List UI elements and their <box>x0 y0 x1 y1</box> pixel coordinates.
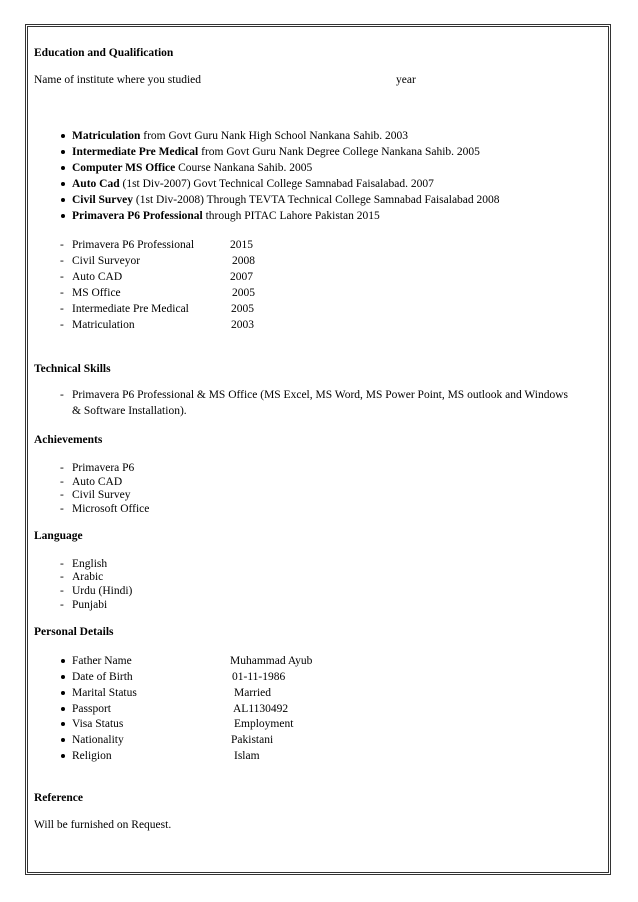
qualification-detail: (1st Div-2007) Govt Technical College Samnabad Faisalabad. 2007 <box>119 178 434 190</box>
summary-name: Primavera P6 Professional <box>72 239 195 251</box>
list-item: Arabic <box>72 571 104 583</box>
list-item: Punjabi <box>72 599 108 611</box>
detail-value: 01-11-1986 <box>232 671 286 683</box>
bullet-icon <box>61 707 65 711</box>
list-item: Microsoft Office <box>72 503 150 515</box>
list-item: Auto CAD <box>72 476 123 488</box>
qualification-title: Civil Survey <box>72 194 134 206</box>
bullet-icon <box>61 134 65 138</box>
technical-skills-line-1: Primavera P6 Professional & MS Office (MS Excel, MS Word, MS Power Point, MS outlook and Windows <box>72 389 568 401</box>
bullet-icon <box>61 738 65 742</box>
list-item: English <box>72 558 108 570</box>
qualification-title: Auto Cad <box>72 178 120 190</box>
summary-year: 2015 <box>230 239 253 251</box>
detail-label: Date of Birth <box>72 671 133 683</box>
summary-name: MS Office <box>72 287 121 299</box>
detail-value: Employment <box>234 718 294 730</box>
detail-label: Visa Status <box>72 718 124 730</box>
qualification-title: Intermediate Pre Medical <box>72 146 199 158</box>
bullet-icon <box>61 182 65 186</box>
bullet-icon <box>61 166 65 170</box>
detail-value: Islam <box>234 750 260 762</box>
bullet-icon <box>61 722 65 726</box>
technical-skills-heading: Technical Skills <box>34 363 111 375</box>
technical-skills-line-2: & Software Installation). <box>72 405 187 417</box>
personal-details-heading: Personal Details <box>34 626 114 638</box>
qualification-title: Primavera P6 Professional <box>72 210 203 222</box>
qualification-detail: through PITAC Lahore Pakistan 2015 <box>202 210 380 222</box>
detail-value: Married <box>234 687 272 699</box>
bullet-icon <box>61 659 65 663</box>
qualification-title: Matriculation <box>72 130 141 142</box>
detail-label: Nationality <box>72 734 124 746</box>
qualification-detail: from Govt Guru Nank Degree College Nankana Sahib. 2005 <box>198 146 480 158</box>
summary-year: 2003 <box>231 319 254 331</box>
education-heading: Education and Qualification <box>34 47 174 59</box>
summary-year: 2008 <box>232 255 255 267</box>
detail-value: AL1130492 <box>233 703 289 715</box>
bullet-icon <box>61 198 65 202</box>
summary-name: Auto CAD <box>72 271 123 283</box>
detail-label: Religion <box>72 750 112 762</box>
summary-year: 2007 <box>230 271 253 283</box>
achievements-heading: Achievements <box>34 434 103 446</box>
detail-label: Passport <box>72 703 111 715</box>
bullet-icon <box>61 150 65 154</box>
qualification-detail: from Govt Guru Nank High School Nankana Sahib. 2003 <box>140 130 409 142</box>
summary-year: 2005 <box>232 287 255 299</box>
reference-text: Will be furnished on Request. <box>34 819 172 831</box>
detail-label: Father Name <box>72 655 132 667</box>
reference-heading: Reference <box>34 792 83 804</box>
list-item: Civil Survey <box>72 489 131 501</box>
detail-value: Pakistani <box>231 734 274 746</box>
list-item: Urdu (Hindi) <box>72 585 133 597</box>
summary-name: Intermediate Pre Medical <box>72 303 189 315</box>
list-item: Primavera P6 <box>72 462 135 474</box>
year-column-label: year <box>396 74 416 86</box>
qualification-title: Computer MS Office <box>72 162 176 174</box>
bullet-icon <box>61 675 65 679</box>
summary-year: 2005 <box>231 303 254 315</box>
qualification-detail: Course Nankana Sahib. 2005 <box>175 162 313 174</box>
language-heading: Language <box>34 530 83 542</box>
summary-name: Matriculation <box>72 319 135 331</box>
bullet-icon <box>61 754 65 758</box>
summary-name: Civil Surveyor <box>72 255 141 267</box>
detail-value: Muhammad Ayub <box>230 655 313 667</box>
bullet-icon <box>61 691 65 695</box>
institute-column-label: Name of institute where you studied <box>34 74 202 86</box>
detail-label: Marital Status <box>72 687 137 699</box>
bullet-icon <box>61 214 65 218</box>
qualification-detail: (1st Div-2008) Through TEVTA Technical College Samnabad Faisalabad 2008 <box>133 194 500 206</box>
